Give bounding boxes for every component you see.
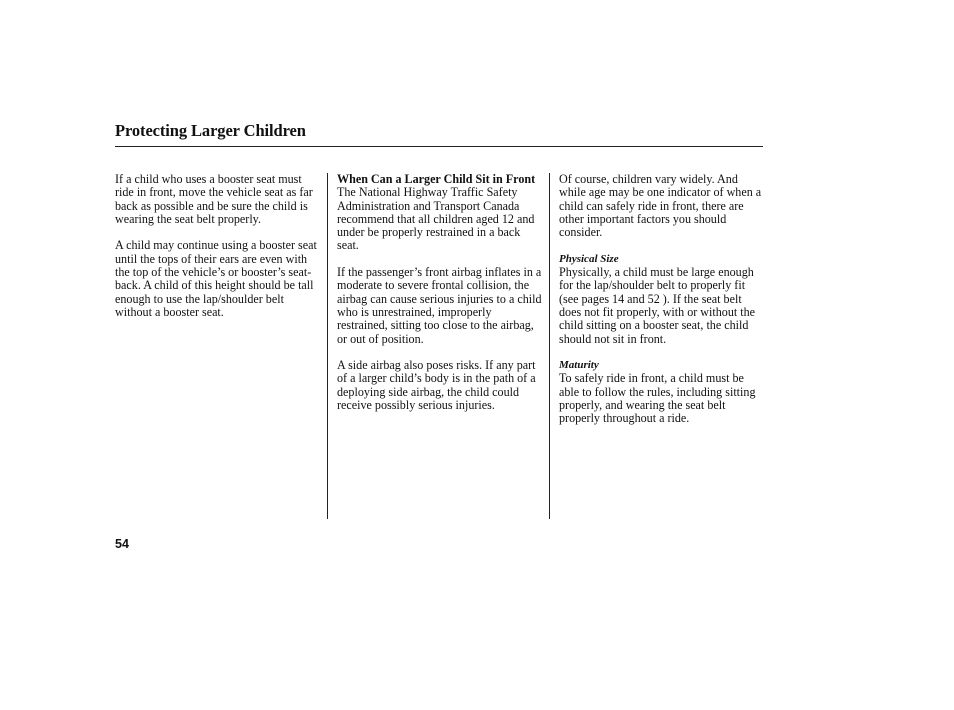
booster-front-paragraph: If a child who uses a booster seat must ride in front, move the vehicle seat as far back as possible and be sure the child is wearing the seat belt properly. [115, 172, 313, 226]
column-right [559, 173, 764, 439]
column-middle [337, 173, 544, 426]
title-divider [115, 146, 763, 147]
column-divider-left [327, 173, 328, 519]
page-title: Protecting Larger Children [115, 121, 306, 140]
physical-size-heading: Physical Size [559, 252, 619, 265]
physical-size-paragraph: Physically, a child must be large enough for the lap/shoulder belt to properly fit (see pages 14 and 52 ). If the seat belt does not fit properly, with or without the child sitting on a booster seat, the child should not sit in front. [559, 265, 756, 346]
maturity-paragraph: To safely ride in front, a child must be able to follow the rules, including sitting properly, and wearing the seat belt properly throughout a ride. [559, 371, 756, 426]
maturity-heading: Maturity [559, 359, 599, 372]
page-number: 54 [115, 537, 129, 551]
column-left [115, 173, 322, 333]
booster-height-paragraph: A child may continue using a booster seat until the tops of their ears are even with the top of the vehicle’s or booster’s seat-back. A child of this height should be tall enough to use the lap/shoulder belt without a booster seat. [115, 238, 317, 319]
children-vary-paragraph: Of course, children vary widely. And while age may be one indicator of when a child can safely ride in front, there are other important factors you should consider. [559, 172, 762, 240]
front-airbag-paragraph: If the passenger’s front airbag inflates in a moderate to severe frontal collision, the airbag can cause serious injuries to a child who is unrestrained, improperly restrained, sitting too close to the airbag, or out of position. [337, 265, 542, 346]
section-heading-larger-child: When Can a Larger Child Sit in Front [337, 172, 536, 186]
column-divider-right [549, 173, 550, 519]
nhtsa-paragraph: The National Highway Traffic Safety Administration and Transport Canada recommend that all children aged 12 and under be properly restrained in a back seat. [337, 185, 535, 253]
side-airbag-paragraph: A side airbag also poses risks. If any part of a larger child’s body is in the path of a deploying side airbag, the child could receive possibly serious injuries. [337, 358, 536, 413]
